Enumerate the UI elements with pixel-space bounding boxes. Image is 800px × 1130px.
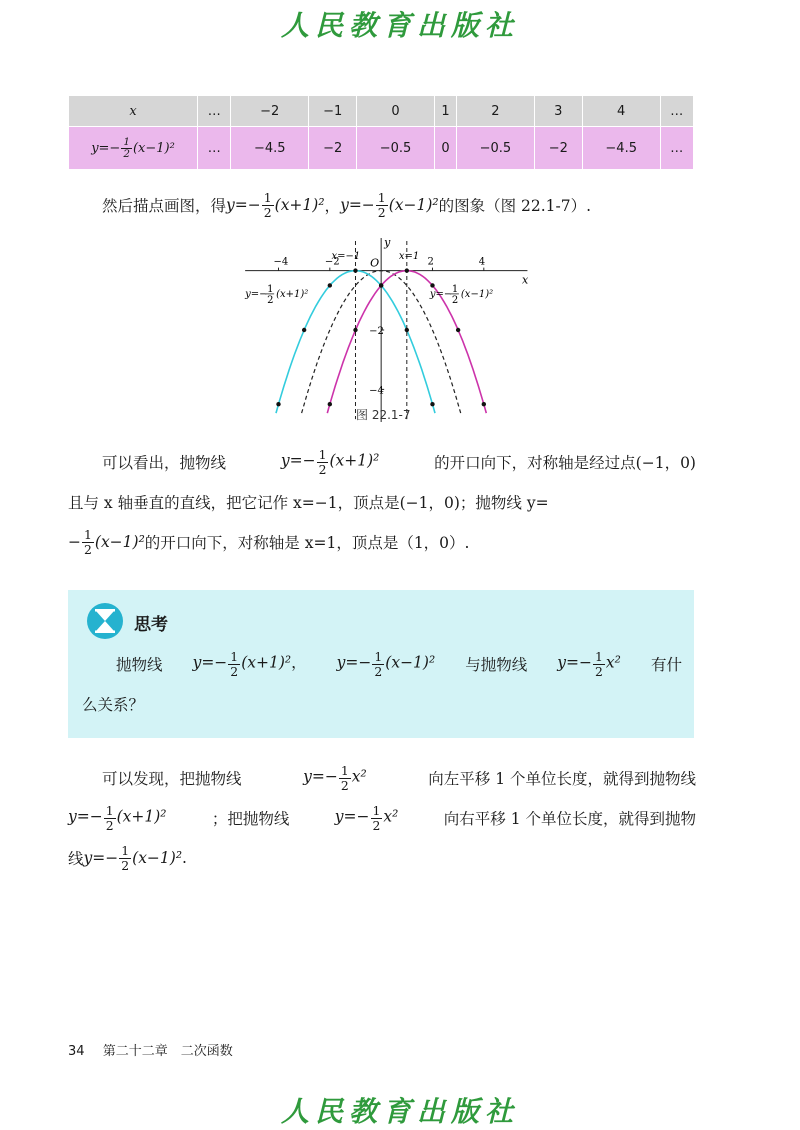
eq-rhs: x² <box>605 654 621 672</box>
eq-rhs: (x+1)² <box>329 452 380 470</box>
text-line <box>68 482 696 522</box>
data-point <box>430 402 434 406</box>
table-cell: … <box>198 96 231 127</box>
table-cell: 3 <box>534 96 582 127</box>
data-point <box>405 328 409 332</box>
fraction-num: 1 <box>123 135 130 148</box>
eq-rhs: (x−1)² <box>132 140 175 156</box>
fraction-den: 2 <box>263 204 272 220</box>
table-cell: −1 <box>309 96 357 127</box>
text-run: ， <box>291 654 307 672</box>
eq-lhs: y=− <box>303 768 338 786</box>
curve-right-label <box>429 284 493 306</box>
text-line <box>68 838 696 878</box>
data-point <box>353 328 357 332</box>
fraction-den: 2 <box>377 204 386 220</box>
fraction-num: 1 <box>374 649 383 665</box>
fraction-den: 2 <box>374 663 383 679</box>
data-point <box>430 283 434 287</box>
text-run: 可以看出，抛物线 <box>102 454 227 472</box>
eq-lhs: y=− <box>334 808 370 826</box>
eq-lhs: − <box>68 533 81 551</box>
x-tick-label: 4 <box>478 256 486 268</box>
text-run: 的开口向下，对称轴是 x=1，顶点是（1，0）. <box>144 534 470 552</box>
fraction-den: 2 <box>372 817 381 833</box>
fraction-num: 1 <box>263 190 272 206</box>
y-tick-label: −4 <box>369 385 384 397</box>
fraction-den: 2 <box>595 663 603 679</box>
fraction <box>376 191 388 218</box>
fraction-num: 1 <box>121 843 130 859</box>
text-line <box>82 684 682 724</box>
fraction-num: 1 <box>84 527 92 543</box>
parabola-graph <box>240 235 530 425</box>
text-run: 么关系？ <box>82 696 145 714</box>
table-cell: −2 <box>231 96 309 127</box>
eq-lhs: y=− <box>340 196 375 214</box>
data-point <box>353 268 357 272</box>
fraction-den: 2 <box>230 663 239 679</box>
publisher-logo-top: 人民教育出版社 <box>280 9 519 42</box>
x-tick-label: −2 <box>324 256 340 268</box>
text-run: ， <box>324 197 341 215</box>
data-point <box>405 268 409 272</box>
eq-rhs: (x+1)² <box>241 654 292 672</box>
data-point <box>328 402 332 406</box>
table-cell: 2 <box>457 96 535 127</box>
eq-rhs: (x−1)² <box>460 288 494 300</box>
fraction-den: 2 <box>123 147 130 160</box>
fraction-den: 2 <box>267 294 274 306</box>
data-point <box>379 283 383 287</box>
fraction-den: 2 <box>340 777 349 793</box>
eq-rhs: x² <box>351 768 367 786</box>
fraction <box>121 137 132 160</box>
text-run: . <box>182 849 187 867</box>
symmetry-line-left-label: x=−1 <box>331 251 361 262</box>
fraction-den: 2 <box>105 817 114 833</box>
table-cell: −0.5 <box>457 127 535 170</box>
eq-rhs: (x+1)² <box>276 288 309 300</box>
think-title: 思考 <box>134 615 168 635</box>
table-row-x <box>69 96 694 127</box>
y-tick-label: −2 <box>369 326 384 337</box>
text-run: 的图象（图 22.1-7）. <box>438 197 592 215</box>
eq-rhs: x² <box>383 808 399 826</box>
table-cell: 4 <box>582 96 660 127</box>
eq-rhs: (x−1)² <box>132 849 183 867</box>
symmetry-line-right-label: x=1 <box>398 251 420 262</box>
paragraph-discovery <box>68 758 696 878</box>
fraction-num: 1 <box>267 283 274 295</box>
text-run: 向左平移 1 个单位长度，就得到抛物线 <box>428 770 696 788</box>
paragraph-observation <box>68 442 696 562</box>
text-line <box>68 185 696 225</box>
fraction <box>82 528 94 555</box>
data-point <box>456 328 460 332</box>
fraction <box>317 448 329 475</box>
fraction <box>262 191 274 218</box>
page-footer <box>68 1040 233 1059</box>
table-cell: … <box>198 127 231 170</box>
fraction-num: 1 <box>372 803 381 819</box>
text-line <box>68 522 696 562</box>
text-run: 向右平移 1 个单位长度，就得到抛物 <box>443 810 696 828</box>
page-number: 34 <box>68 1044 85 1059</box>
fraction <box>104 804 116 831</box>
x-tick-label: 2 <box>427 256 434 268</box>
fraction-num: 1 <box>105 803 114 819</box>
fraction <box>593 650 605 677</box>
fraction <box>119 844 131 871</box>
value-table <box>68 95 694 170</box>
text-line <box>68 758 696 798</box>
table-header-y <box>69 127 198 170</box>
fraction-num: 1 <box>230 649 239 665</box>
text-line <box>68 442 696 482</box>
eq-lhs: y=− <box>280 452 316 470</box>
text-run: 有什 <box>650 656 682 674</box>
figure-caption: 图 22.1-7 <box>356 408 411 422</box>
eq-lhs: y=− <box>336 654 372 672</box>
y-axis-label: y <box>384 236 391 249</box>
data-point <box>276 402 280 406</box>
fraction-num: 1 <box>377 190 386 206</box>
curve-left-label <box>244 284 308 306</box>
think-body <box>82 644 682 724</box>
text-run: 可以发现，把抛物线 <box>102 770 242 788</box>
fraction-num: 1 <box>318 447 327 463</box>
publisher-logo-bottom: 人民教育出版社 <box>280 1095 519 1128</box>
think-box <box>68 590 694 738</box>
eq-lhs: y=− <box>83 849 119 867</box>
eq-lhs: y=− <box>226 196 261 214</box>
eq-rhs: (x−1)² <box>94 533 145 551</box>
eq-rhs: (x−1)² <box>385 654 436 672</box>
paragraph-plot-intro <box>68 185 696 225</box>
table-cell: 1 <box>434 96 456 127</box>
fraction <box>371 804 383 831</box>
chapter-title: 第二十二章 二次函数 <box>102 1044 233 1059</box>
table-cell: −0.5 <box>357 127 435 170</box>
eq-rhs: (x+1)² <box>116 808 167 826</box>
table-cell: −2 <box>534 127 582 170</box>
text-line <box>82 644 682 684</box>
text-run: 的开口向下，对称轴是经过点(−1，0) <box>434 454 696 472</box>
fraction-num: 1 <box>595 649 603 665</box>
table-header-x: x <box>69 96 198 127</box>
eq-lhs: y=− <box>91 140 121 156</box>
fraction <box>372 650 384 677</box>
eq-lhs: y=− <box>68 808 103 826</box>
fraction-den: 2 <box>121 857 130 873</box>
text-run: 且与 x 轴垂直的直线，把它记作 x=−1，顶点是(−1，0)；抛物线 y= <box>68 494 549 512</box>
text-line <box>68 798 696 838</box>
data-point <box>482 402 486 406</box>
fraction-num: 1 <box>451 283 459 295</box>
table-cell: −4.5 <box>231 127 309 170</box>
x-axis-label: x <box>522 273 529 287</box>
fraction-den: 2 <box>318 461 327 477</box>
origin-label: O <box>370 256 380 270</box>
eq-lhs: y=− <box>429 288 453 300</box>
text-run: 然后描点画图，得 <box>102 197 227 215</box>
fraction-den: 2 <box>84 541 92 557</box>
eq-rhs: (x+1)² <box>274 196 325 214</box>
eq-lhs: y=− <box>192 654 228 672</box>
fraction-num: 1 <box>340 763 349 779</box>
text-run: 与抛物线 <box>465 656 528 674</box>
table-cell: −2 <box>309 127 357 170</box>
eq-lhs: y=− <box>245 288 268 300</box>
table-cell: −4.5 <box>582 127 660 170</box>
data-point <box>328 283 332 287</box>
text-run: 线 <box>68 850 84 868</box>
table-cell: … <box>660 96 693 127</box>
text-run: 抛物线 <box>116 656 163 674</box>
text-run: ；把抛物线 <box>211 810 290 828</box>
eq-rhs: (x−1)² <box>388 196 439 214</box>
eq-lhs: y=− <box>557 654 593 672</box>
table-cell: 0 <box>434 127 456 170</box>
fraction <box>228 650 240 677</box>
table-cell: 0 <box>357 96 435 127</box>
x-tick-label: −4 <box>273 256 289 268</box>
table-cell: … <box>660 127 693 170</box>
data-point <box>302 328 306 332</box>
fraction <box>339 764 351 791</box>
table-row-y <box>69 127 694 170</box>
hourglass-icon <box>86 602 124 640</box>
fraction-den: 2 <box>451 294 459 306</box>
